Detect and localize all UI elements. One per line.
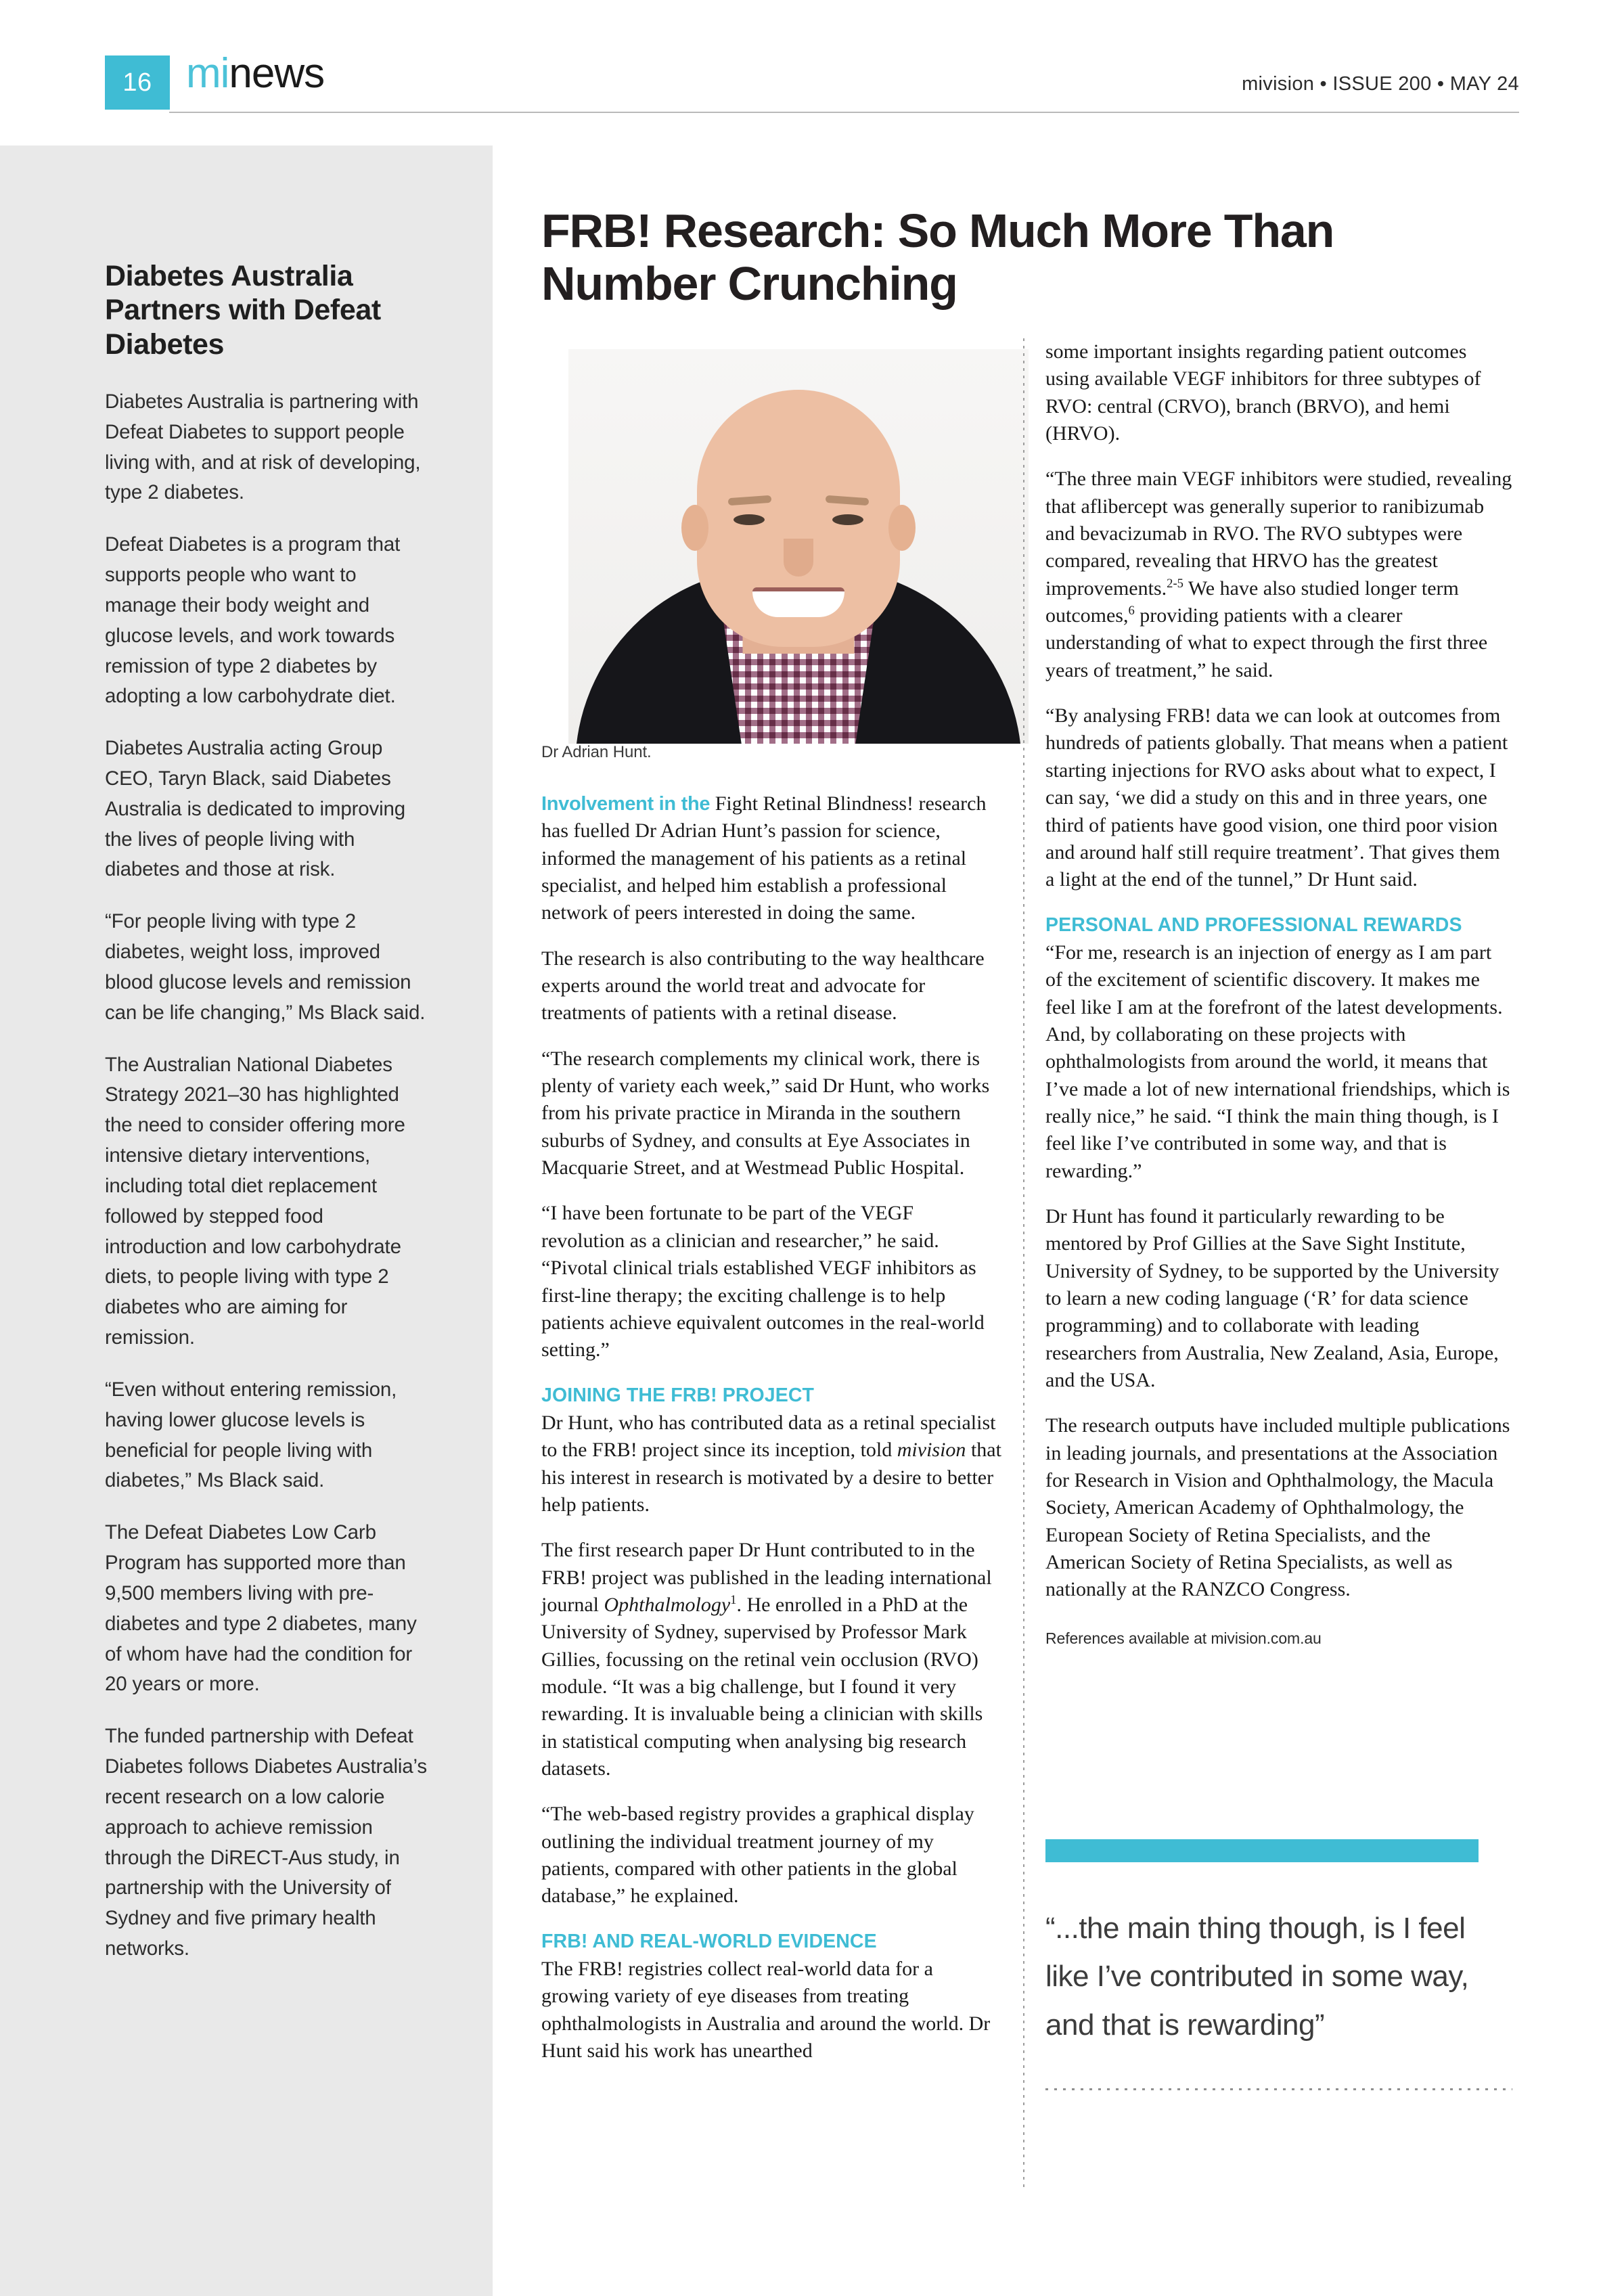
footnote-marker: 2-5: [1167, 576, 1183, 591]
sidebar-paragraph: “Even without entering remission, having lower glucose levels is beneficial for people living with diabetes,” Ms Black said.: [105, 1378, 397, 1492]
body-paragraph: The research outputs have included multiple publications in leading journals, and presentations at the Association for Research in Vision and Ophthalmology, the Macula Society, American Academy of Ophthalmology, the European Society of Retina Specialists, and the American Society of Retina Specialists, as well as nationally at the RANZCO Congress.: [1045, 1414, 1510, 1601]
body-paragraph: [1045, 466, 1512, 684]
italic-journal-name: Ophthalmology: [604, 1593, 731, 1616]
references-line: References available at mivision.com.au: [1045, 1629, 1322, 1647]
footnote-marker: 6: [1128, 604, 1135, 618]
photo-eye-right: [832, 514, 863, 525]
body-paragraph: The FRB! registries collect real-world data for a growing variety of eye diseases from treating ophthalmologists in Australia and around the world. Dr Hunt said his work has unearthed: [541, 1958, 991, 2063]
photo-nose: [784, 539, 813, 577]
lead-in-text: Involvement in the: [541, 793, 710, 815]
column-divider: [1023, 338, 1024, 2189]
masthead-logo: [186, 50, 325, 97]
body-paragraph: [541, 1410, 1001, 1518]
lead-paragraph-rest: Fight Retinal Blindness! research has fuelled Dr Adrian Hunt’s passion for science, informed the management of his patients as a retinal specialist, and helped him establish a professional network of peers interested in doing the same.: [541, 792, 987, 924]
portrait-photo: [568, 349, 1029, 744]
sidebar-paragraph: The Defeat Diabetes Low Carb Program has supported more than 9,500 members living with pre-diabetes and type 2 diabetes, many of whom have had the condition for 20 years or more.: [105, 1521, 417, 1696]
pull-quote-block: [1045, 1839, 1512, 2090]
pull-quote-text: “...the main thing though, is I feel like I’ve contributed in some way, and that is rewarding”: [1045, 1912, 1469, 2042]
page-number-badge: 16: [105, 55, 170, 110]
paragraph-part: providing patients with a clearer understanding of what to expect through the first three years of treatment,” he said.: [1045, 604, 1488, 681]
body-paragraph: “By analysing FRB! data we can look at outcomes from hundreds of patients globally. That means when a patient starting injections for RVO asks about what to expect, I can say, ‘we did a study on this and in three years, one third of patients have good vision, one third poor vision and around half still require treatment’. That gives them a light at the end of the tunnel,” Dr Hunt said.: [1045, 704, 1508, 891]
masthead-suffix: news: [229, 50, 325, 97]
sidebar-paragraph: “For people living with type 2 diabetes, weight loss, improved blood glucose levels and remission can be life changing,” Ms Black said.: [105, 910, 426, 1024]
article-headline: FRB! Research: So Much More Than Number Crunching: [541, 204, 1334, 311]
pull-quote-dotted-rule: [1045, 2088, 1512, 2090]
photo-eye-left: [734, 514, 765, 525]
subhead-frb-real-world-evidence: FRB! AND REAL-WORLD EVIDENCE: [541, 1930, 877, 1952]
sidebar-title: Diabetes Australia Partners with Defeat Diabetes: [105, 260, 381, 361]
body-paragraph: “I have been fortunate to be part of the VEGF revolution as a clinician and researcher,” he said. “Pivotal clinical trials established VEGF inhibitors as first-line therapy; the exciting challenge is to help patients achieve equivalent outcomes in the real-world setting.”: [541, 1202, 985, 1361]
body-paragraph: [541, 1537, 1001, 1782]
paragraph-part: We have also studied longer term outcomes,: [1045, 577, 1459, 627]
middle-text-column: [541, 790, 1001, 2065]
masthead-prefix: mi: [186, 50, 229, 97]
paragraph-part: that his interest in research is motivated by a desire to better help patients.: [541, 1439, 1001, 1516]
sidebar-paragraph: Diabetes Australia is partnering with Defeat Diabetes to support people living with, and at risk of developing, type 2 diabetes.: [105, 390, 421, 504]
body-paragraph: “The research complements my clinical work, there is plenty of variety each week,” said Dr Hunt, who works from his private practice in Miranda in the southern suburbs of Sydney, and consults at Eye Associates in Macquarie Street, and at Westmead Public Hospital.: [541, 1047, 990, 1179]
pull-quote-accent-bar: [1045, 1839, 1479, 1862]
paragraph-part: The first research paper Dr Hunt contributed to in the FRB! project was published in the leading international journal: [541, 1539, 992, 1616]
photo-ear-right: [888, 505, 916, 551]
sidebar-paragraph: The Australian National Diabetes Strategy 2021–30 has highlighted the need to consider offering more intensive dietary interventions, including total diet replacement followed by stepped food introduction and low carbohydrate diets, to people living with type 2 diabetes who are aiming for remission.: [105, 1053, 405, 1349]
subhead-joining-frb-project: JOINING THE FRB! PROJECT: [541, 1384, 815, 1406]
paragraph-part: “The three main VEGF inhibitors were studied, revealing that aflibercept was generally superior to ranibizumab and bevacizumab in RVO. The RVO subtypes were compared, revealing that HRVO has the greatest improvements.: [1045, 468, 1512, 600]
body-paragraph: The research is also contributing to the way healthcare experts around the world treat and advocate for treatments of patients with a retinal disease.: [541, 947, 985, 1025]
sidebar-paragraph: Defeat Diabetes is a program that supports people who want to manage their body weight and glucose levels, and work towards remission of type 2 diabetes by adopting a low carbohydrate diet.: [105, 533, 401, 708]
lead-paragraph: [541, 790, 1001, 927]
right-text-column: [1045, 338, 1512, 1649]
body-paragraph: Dr Hunt has found it particularly rewarding to be mentored by Prof Gillies at the Save Sight Institute, University of Sydney, to be supported by the University to learn a new coding language (‘R’ for data science programming) and to collaborate with leading researchers from Australia, New Zealand, Asia, Europe, and the USA.: [1045, 1205, 1499, 1392]
header-divider: [169, 112, 1519, 113]
photo-ear-left: [681, 505, 708, 551]
page-header: [0, 0, 1624, 145]
paragraph-part: Dr Hunt, who has contributed data as a retinal specialist to the FRB! project since its inception, told: [541, 1411, 996, 1462]
photo-caption: Dr Adrian Hunt.: [541, 743, 652, 761]
sidebar-paragraph: Diabetes Australia acting Group CEO, Taryn Black, said Diabetes Australia is dedicated to improving the lives of people living with diabetes and those at risk.: [105, 737, 406, 881]
subhead-personal-professional-rewards: PERSONAL AND PROFESSIONAL REWARDS: [1045, 914, 1462, 936]
body-paragraph: some important insights regarding patient outcomes using available VEGF inhibitors for three subtypes of RVO: central (CRVO), branch (BRVO), and hemi (HRVO).: [1045, 340, 1481, 445]
body-paragraph: “The web-based registry provides a graphical display outlining the individual treatment journey of my patients, compared with other patients in the global database,” he explained.: [541, 1803, 974, 1908]
sidebar-panel: [0, 145, 493, 2296]
body-paragraph: “For me, research is an injection of energy as I am part of the excitement of scientific discovery. It makes me feel like I am at the forefront of the latest developments. And, by collaborating on these projects with ophthalmologists from around the world, it means that I’ve made a lot of new international friendships, which is really nice,” he said. “I think the main thing though, is I feel like I’ve contributed in some way, and that is rewarding.”: [1045, 941, 1510, 1182]
sidebar-paragraph: The funded partnership with Defeat Diabetes follows Diabetes Australia’s recent research on a low calorie approach to achieve remission through the DiRECT-Aus study, in partnership with the University of Sydney and five primary health networks.: [105, 1725, 427, 1960]
issue-line: mivision • ISSUE 200 • MAY 24: [1242, 73, 1519, 95]
paragraph-part: . He enrolled in a PhD at the University of Sydney, supervised by Professor Mark Gillies, focussing on the retinal vein occlusion (RVO) module. “It was a big challenge, but I found it very rewarding. It is invaluable being a clinician with skills in statistical computing when analysing big research datasets.: [541, 1593, 983, 1780]
italic-mivision: mivision: [897, 1439, 966, 1462]
footnote-marker: 1: [730, 1592, 737, 1607]
photo-smile: [752, 587, 844, 617]
